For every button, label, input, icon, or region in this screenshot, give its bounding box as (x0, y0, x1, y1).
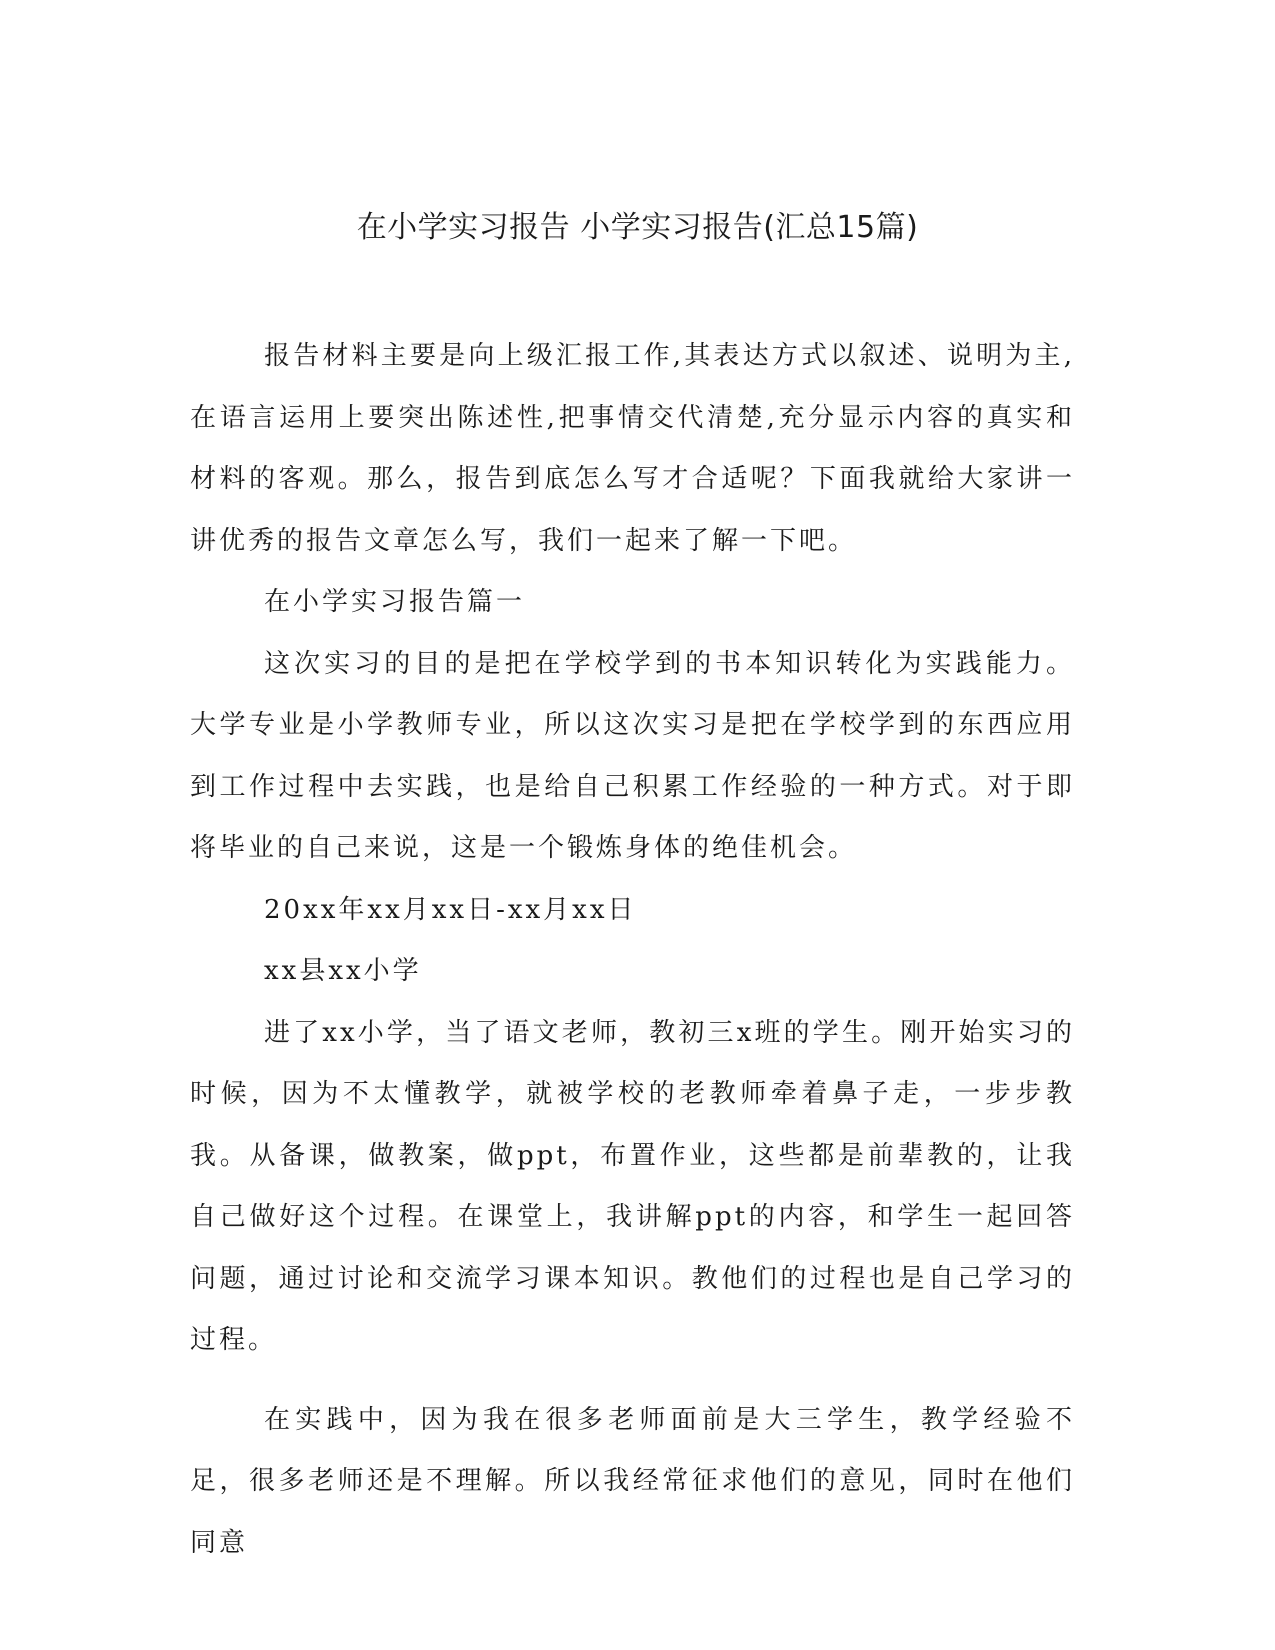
document-title: 在小学实习报告 小学实习报告(汇总15篇) (356, 210, 919, 245)
paragraph-purpose: 这次实习的目的是把在学校学到的书本知识转化为实践能力。大学专业是小学教师专业，所以这次实习是把在学校学到的东西应用到工作过程中去实践，也是给自己积累工作经验的一种方式。对于即将毕业的自己来说，这是一个锻炼身体的绝佳机会。 (190, 648, 1075, 863)
paragraph-teaching: 进了xx小学，当了语文老师，教初三x班的学生。刚开始实习的时候，因为不太懂教学，就被学校的老教师牵着鼻子走，一步步教我。从备课，做教案，做ppt，布置作业，这些都是前辈教的，让我自己做好这个过程。在课堂上，我讲解ppt的内容，和学生一起回答问题，通过讨论和交流学习课本知识。教他们的过程也是自己学习的过程。 (190, 1017, 1075, 1355)
paragraph-location: xx县xx小学 (264, 956, 422, 986)
document-body (190, 326, 1075, 1574)
paragraph-intro: 报告材料主要是向上级汇报工作,其表达方式以叙述、说明为主,在语言运用上要突出陈述性,把事情交代清楚,充分显示内容的真实和材料的客观。那么，报告到底怎么写才合适呢？下面我就给大家讲一讲优秀的报告文章怎么写，我们一起来了解一下吧。 (190, 341, 1075, 556)
paragraph-practice: 在实践中，因为我在很多老师面前是大三学生，教学经验不足，很多老师还是不理解。所以我经常征求他们的意见，同时在他们同意 (190, 1404, 1075, 1558)
paragraph-date: 20xx年xx月xx日-xx月xx日 (264, 894, 637, 925)
section-heading: 在小学实习报告篇一 (264, 587, 526, 617)
